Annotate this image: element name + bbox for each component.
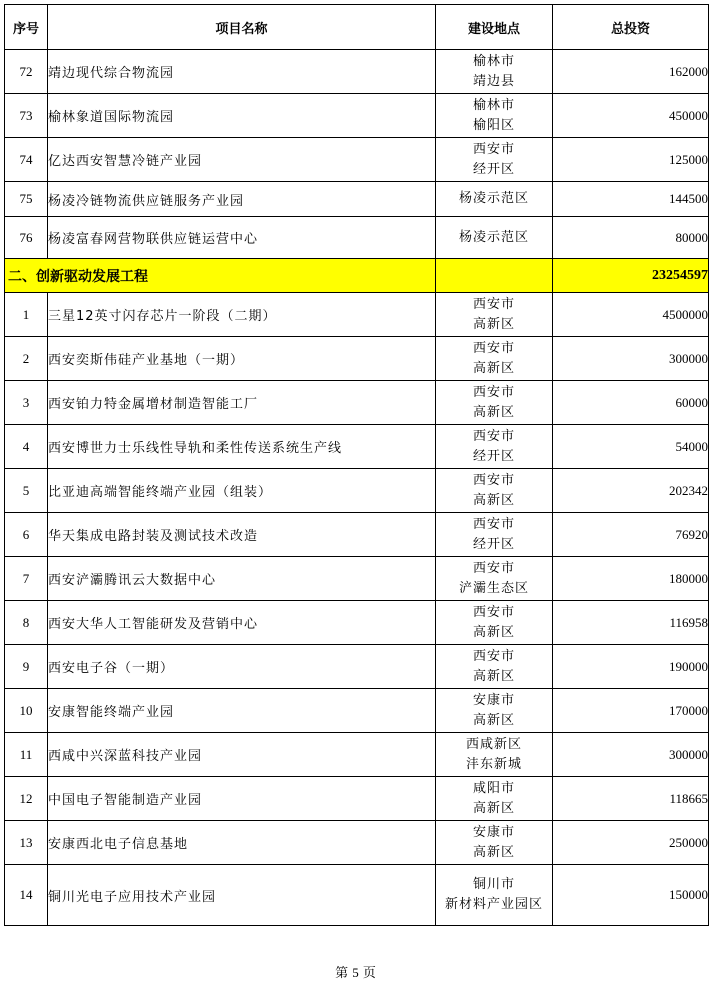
table-row [5, 601, 709, 645]
project-investment: 162000 [553, 50, 709, 94]
project-investment: 118665 [553, 777, 709, 821]
project-table [4, 4, 709, 926]
location-line-2: 沣东新城 [465, 756, 522, 772]
section-body [5, 259, 709, 293]
location-line-2: 榆阳区 [472, 117, 515, 133]
row-number: 8 [5, 601, 48, 645]
project-location [436, 513, 553, 557]
table-row [5, 557, 709, 601]
project-name: 西安浐灞腾讯云大数据中心 [48, 557, 436, 601]
table-row [5, 381, 709, 425]
location-line-1: 西安市 [472, 604, 515, 620]
project-location [436, 182, 553, 217]
project-name: 杨凌冷链物流供应链服务产业园 [48, 182, 436, 217]
location-line-2: 高新区 [472, 844, 515, 860]
project-name: 榆林象道国际物流园 [48, 94, 436, 138]
table-row [5, 138, 709, 182]
project-investment: 202342 [553, 469, 709, 513]
location-line-1: 安康市 [472, 692, 515, 708]
project-investment: 116958 [553, 601, 709, 645]
table-row [5, 217, 709, 259]
row-number: 9 [5, 645, 48, 689]
section-investment: 23254597 [553, 259, 709, 293]
table-row [5, 50, 709, 94]
location-line-1: 咸阳市 [472, 780, 515, 796]
project-location [436, 777, 553, 821]
location-line-1: 西安市 [472, 296, 515, 312]
table-row [5, 733, 709, 777]
section-location [436, 259, 553, 293]
project-name: 西安博世力士乐线性导轨和柔性传送系统生产线 [48, 425, 436, 469]
project-name: 杨凌富春网营物联供应链运营中心 [48, 217, 436, 259]
project-investment: 300000 [553, 733, 709, 777]
project-name: 比亚迪高端智能终端产业园（组装） [48, 469, 436, 513]
project-location [436, 138, 553, 182]
row-number: 7 [5, 557, 48, 601]
section-title: 二、创新驱动发展工程 [5, 259, 436, 293]
project-name: 三星12英寸闪存芯片一阶段（二期） [48, 293, 436, 337]
project-investment: 190000 [553, 645, 709, 689]
project-name: 西安大华人工智能研发及营销中心 [48, 601, 436, 645]
project-investment: 250000 [553, 821, 709, 865]
project-investment: 300000 [553, 337, 709, 381]
table-row [5, 865, 709, 926]
row-number: 2 [5, 337, 48, 381]
location-line-2: 经开区 [472, 161, 515, 177]
project-name: 华天集成电路封装及测试技术改造 [48, 513, 436, 557]
location-line-1: 西安市 [472, 648, 515, 664]
row-number: 14 [5, 865, 48, 926]
location-line-1: 西咸新区 [465, 736, 522, 752]
project-name: 西安铂力特金属增材制造智能工厂 [48, 381, 436, 425]
project-name: 西咸中兴深蓝科技产业园 [48, 733, 436, 777]
row-number: 6 [5, 513, 48, 557]
project-location [436, 601, 553, 645]
project-investment: 4500000 [553, 293, 709, 337]
project-location [436, 469, 553, 513]
row-number: 12 [5, 777, 48, 821]
location-line-2: 靖边县 [472, 73, 515, 89]
location-line-1: 杨凌示范区 [458, 229, 529, 245]
project-name: 亿达西安智慧冷链产业园 [48, 138, 436, 182]
project-location [436, 217, 553, 259]
page-footer [0, 962, 711, 981]
location-line-2: 高新区 [472, 800, 515, 816]
project-name: 西安奕斯伟硅产业基地（一期） [48, 337, 436, 381]
location-line-1: 西安市 [472, 560, 515, 576]
table-row [5, 425, 709, 469]
project-investment: 76920 [553, 513, 709, 557]
row-number: 73 [5, 94, 48, 138]
project-name: 铜川光电子应用技术产业园 [48, 865, 436, 926]
location-line-1: 杨凌示范区 [458, 191, 529, 206]
project-name: 中国电子智能制造产业园 [48, 777, 436, 821]
project-investment: 144500 [553, 182, 709, 217]
location-line-2: 高新区 [472, 712, 515, 728]
project-location [436, 50, 553, 94]
project-investment: 54000 [553, 425, 709, 469]
row-number: 10 [5, 689, 48, 733]
row-number: 3 [5, 381, 48, 425]
table-row [5, 777, 709, 821]
row-number: 1 [5, 293, 48, 337]
table-row [5, 337, 709, 381]
project-investment: 80000 [553, 217, 709, 259]
location-line-2: 经开区 [472, 536, 515, 552]
project-investment: 150000 [553, 865, 709, 926]
location-line-2: 高新区 [472, 624, 515, 640]
table-row [5, 293, 709, 337]
header-row [5, 5, 709, 50]
location-line-1: 榆林市 [472, 97, 515, 113]
location-line-1: 西安市 [472, 428, 515, 444]
row-number: 11 [5, 733, 48, 777]
footer-suffix: 页 [362, 966, 376, 981]
table-body-bottom [5, 293, 709, 926]
location-line-2: 高新区 [472, 404, 515, 420]
footer-prefix: 第 [335, 966, 349, 981]
project-investment: 180000 [553, 557, 709, 601]
project-investment: 125000 [553, 138, 709, 182]
project-location [436, 733, 553, 777]
project-name: 西安电子谷（一期） [48, 645, 436, 689]
location-line-1: 西安市 [472, 472, 515, 488]
project-location [436, 821, 553, 865]
header-seq: 序号 [5, 5, 48, 50]
row-number: 75 [5, 182, 48, 217]
row-number: 13 [5, 821, 48, 865]
location-line-1: 安康市 [472, 824, 515, 840]
project-name: 安康智能终端产业园 [48, 689, 436, 733]
project-location [436, 865, 553, 926]
project-name: 安康西北电子信息基地 [48, 821, 436, 865]
table-row [5, 645, 709, 689]
project-location [436, 381, 553, 425]
header-name: 项目名称 [48, 5, 436, 50]
header-location: 建设地点 [436, 5, 553, 50]
project-location [436, 645, 553, 689]
row-number: 76 [5, 217, 48, 259]
project-location [436, 689, 553, 733]
table-row [5, 513, 709, 557]
row-number: 5 [5, 469, 48, 513]
project-investment: 170000 [553, 689, 709, 733]
table-row [5, 94, 709, 138]
project-location [436, 94, 553, 138]
project-name: 靖边现代综合物流园 [48, 50, 436, 94]
project-location [436, 425, 553, 469]
row-number: 4 [5, 425, 48, 469]
location-line-1: 西安市 [472, 384, 515, 400]
project-investment: 60000 [553, 381, 709, 425]
table-row [5, 469, 709, 513]
location-line-1: 西安市 [472, 340, 515, 356]
location-line-1: 西安市 [472, 141, 515, 157]
project-location [436, 557, 553, 601]
location-line-2: 浐灞生态区 [458, 580, 529, 596]
table-row [5, 821, 709, 865]
row-number: 72 [5, 50, 48, 94]
location-line-2: 高新区 [472, 360, 515, 376]
location-line-2: 新材料产业园区 [444, 897, 543, 912]
header-investment: 总投资 [553, 5, 709, 50]
table-row [5, 689, 709, 733]
project-investment: 450000 [553, 94, 709, 138]
location-line-2: 高新区 [472, 316, 515, 332]
location-line-1: 西安市 [472, 516, 515, 532]
section-row [5, 259, 709, 293]
project-location [436, 293, 553, 337]
location-line-2: 经开区 [472, 448, 515, 464]
location-line-2: 高新区 [472, 668, 515, 684]
page-number: 5 [352, 965, 359, 980]
location-line-1: 榆林市 [472, 53, 515, 69]
table-row [5, 182, 709, 217]
row-number: 74 [5, 138, 48, 182]
location-line-2: 高新区 [472, 492, 515, 508]
table-body-top [5, 50, 709, 259]
location-line-1: 铜川市 [472, 877, 515, 892]
project-location [436, 337, 553, 381]
